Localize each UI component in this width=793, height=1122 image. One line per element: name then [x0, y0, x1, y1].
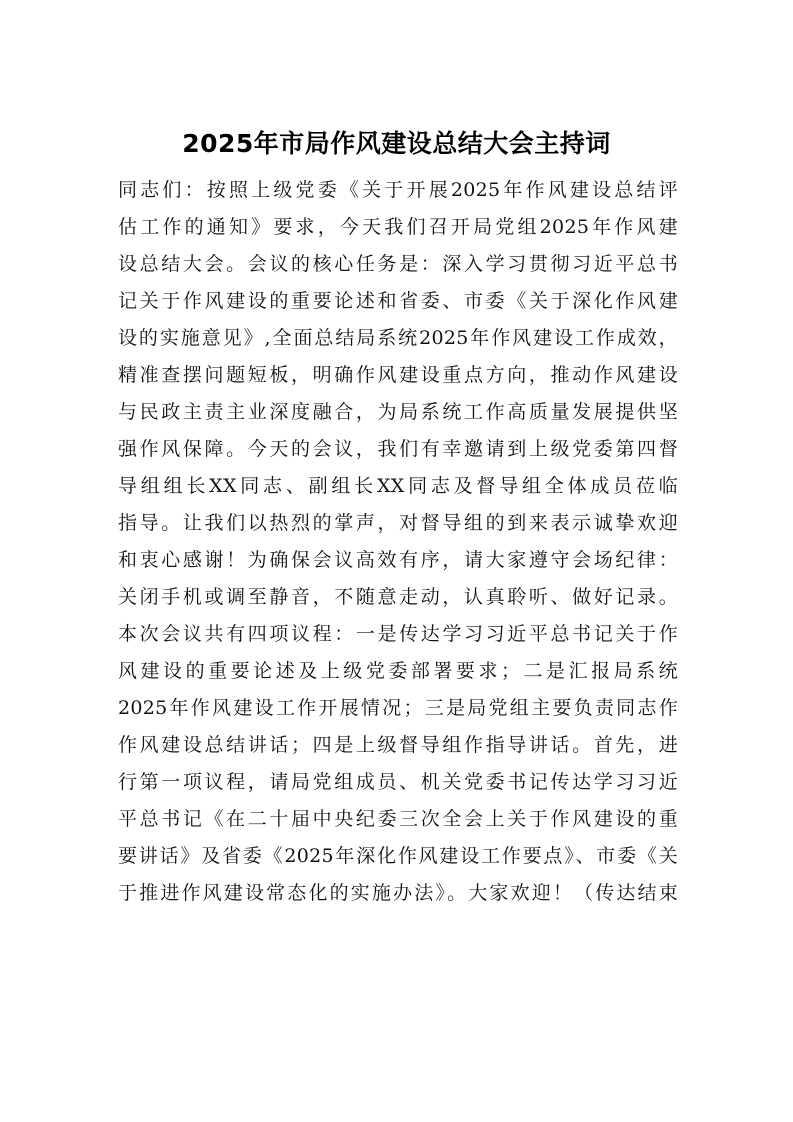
- body-line: 和衷心感谢！为确保会议高效有序，请大家遵守会场纪律：: [118, 549, 678, 571]
- body-line: 风建设的重要论述及上级党委部署要求；二是汇报局系统: [118, 660, 678, 682]
- body-line: 估工作的通知》要求，今天我们召开局党组2025年作风建: [118, 216, 678, 238]
- body-line: 精准查摆问题短板，明确作风建设重点方向，推动作风建设: [118, 364, 678, 386]
- body-line: 设的实施意见》,全面总结局系统2025年作风建设工作成效，: [118, 327, 678, 349]
- body-line: 平总书记《在二十届中央纪委三次全会上关于作风建设的重: [118, 808, 678, 830]
- body-line: 要讲话》及省委《2025年深化作风建设工作要点》、市委《关: [118, 845, 678, 867]
- body-line: 关闭手机或调至静音，不随意走动，认真聆听、做好记录。: [118, 586, 678, 608]
- body-line: 记关于作风建设的重要论述和省委、市委《关于深化作风建: [118, 290, 678, 312]
- body-line: 导组组长XX同志、副组长XX同志及督导组全体成员莅临: [118, 475, 678, 497]
- body-line: 行第一项议程，请局党组成员、机关党委书记传达学习习近: [118, 771, 678, 793]
- document-title: 2025年市局作风建设总结大会主持词: [182, 129, 611, 158]
- body-line: 指导。让我们以热烈的掌声，对督导组的到来表示诚挚欢迎: [118, 512, 678, 534]
- body-line: 强作风保障。今天的会议，我们有幸邀请到上级党委第四督: [118, 438, 678, 460]
- body-line: 于推进作风建设常态化的实施办法》。大家欢迎！（传达结束: [118, 882, 678, 904]
- body-line: 本次会议共有四项议程：一是传达学习习近平总书记关于作: [118, 623, 678, 645]
- document-body: [118, 172, 678, 912]
- body-line: 2025年作风建设工作开展情况；三是局党组主要负责同志作: [118, 697, 678, 719]
- body-line: 同志们：按照上级党委《关于开展2025年作风建设总结评: [118, 179, 678, 201]
- body-line: 与民政主责主业深度融合，为局系统工作高质量发展提供坚: [118, 401, 678, 423]
- body-line: 设总结大会。会议的核心任务是：深入学习贯彻习近平总书: [118, 253, 678, 275]
- body-line: 作风建设总结讲话；四是上级督导组作指导讲话。首先，进: [118, 734, 678, 756]
